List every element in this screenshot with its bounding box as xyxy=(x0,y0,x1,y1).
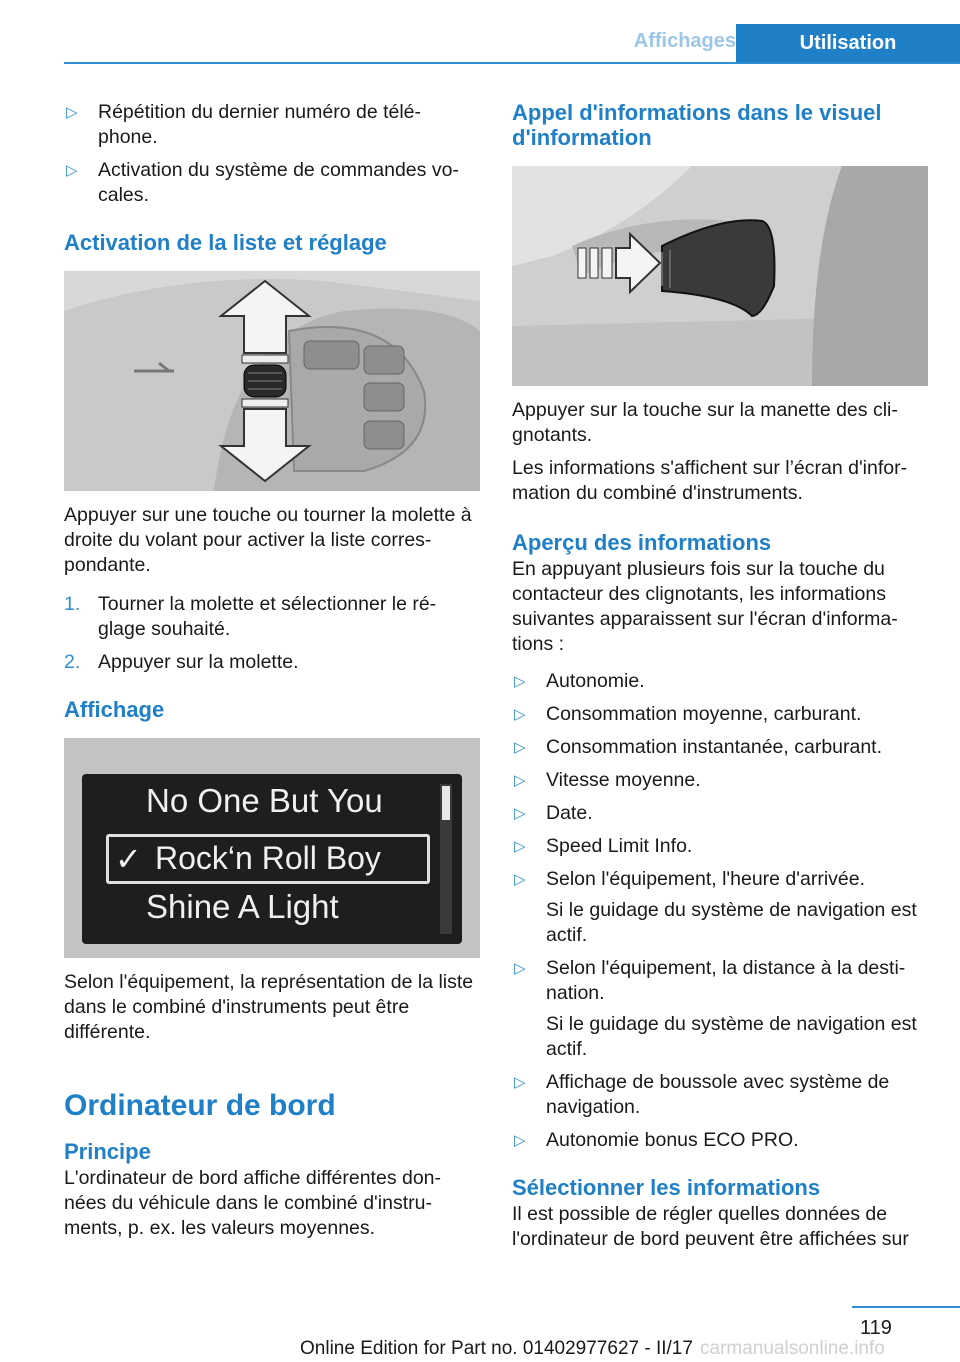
triangle-bullet-icon: ▷ xyxy=(514,706,526,723)
display-list-selected xyxy=(106,834,430,884)
info-list-item: ▷ Selon l'équipement, l'heure d'arrivée. xyxy=(514,868,866,890)
para-selon-equipement: Selon l'équipement, la représentation de la liste dans le combiné d'instruments peut être différente. xyxy=(64,971,474,1043)
triangle-bullet-icon: ▷ xyxy=(514,805,526,822)
numbered-step: 1. Tourner la molette et sélectionner le ré-glage souhaité. xyxy=(64,593,437,640)
numbered-step: 2. Appuyer sur la molette. xyxy=(64,651,299,673)
triangle-bullet-icon: ▷ xyxy=(514,673,526,690)
chapter-tab: Utilisation xyxy=(736,24,960,62)
info-list-item: ▷ Vitesse moyenne. xyxy=(514,769,701,791)
triangle-bullet-icon: ▷ xyxy=(514,1132,526,1149)
display-scrollbar xyxy=(440,784,452,934)
triangle-bullet-icon: ▷ xyxy=(514,772,526,789)
edition-note: Online Edition for Part no. 01402977627 - II/17 xyxy=(300,1338,693,1359)
info-list xyxy=(512,669,928,1153)
heading-affichage: Affichage xyxy=(64,697,165,722)
triangle-bullet-icon: ▷ xyxy=(514,1074,526,1091)
heading-activation-liste: Activation de la liste et réglage xyxy=(64,230,387,255)
info-list-item: ▷ Consommation instantanée, carburant. xyxy=(514,736,883,758)
section-tab: Affichages xyxy=(633,30,736,52)
display-list-item-selected: Rock‘n Roll Boy xyxy=(155,840,381,876)
display-list-item: Shine A Light xyxy=(146,888,339,925)
para-principe: L'ordinateur de bord affiche différentes don-nées du véhicule dans le combiné d'instru-ments, p. ex. les valeurs moyennes. xyxy=(64,1167,442,1239)
steering-wheel-controls-image xyxy=(64,271,480,491)
left-column xyxy=(64,100,480,1249)
heading-principe: Principe xyxy=(64,1139,151,1164)
info-list-item: ▷ Consommation moyenne, carburant. xyxy=(514,703,862,725)
info-list-item: ▷ Autonomie bonus ECO PRO. xyxy=(514,1129,799,1151)
right-column xyxy=(512,100,928,1260)
checkmark-icon: ✓ xyxy=(115,841,142,877)
bullet-item: ▷ Répétition du dernier numéro de télé-phone. xyxy=(66,101,422,148)
footer-rule xyxy=(852,1306,960,1308)
turn-signal-lever-image xyxy=(512,166,928,386)
watermark: carmanualsonline.info xyxy=(700,1338,885,1359)
triangle-bullet-icon: ▷ xyxy=(514,960,526,977)
page-number: 119 xyxy=(860,1317,892,1339)
info-list-subtext: Si le guidage du système de navigation est actif. xyxy=(546,899,917,946)
para-apercu: En appuyant plusieurs fois sur la touche du contacteur des clignotants, les informations suivantes apparaissent sur l'écran d'informa-tions : xyxy=(512,558,898,655)
triangle-bullet-icon: ▷ xyxy=(514,838,526,855)
triangle-bullet-icon: ▷ xyxy=(514,871,526,888)
page-header xyxy=(64,24,960,64)
info-list-subtext: Si le guidage du système de navigation est actif. xyxy=(546,1013,917,1060)
step-number: 2. xyxy=(64,651,81,673)
display-scroll-thumb xyxy=(442,786,450,820)
para-informations-affichent: Les informations s'affichent sur l’écran d'infor-mation du combiné d'instruments. xyxy=(512,457,908,504)
step-number: 1. xyxy=(64,593,81,615)
heading-apercu-informations: Aperçu des informations xyxy=(512,530,772,555)
info-list-item: ▷ Selon l'équipement, la distance à la desti-nation. xyxy=(514,957,906,1004)
para-selectionner: Il est possible de régler quelles données de l'ordinateur de bord peuvent être affichées sur xyxy=(512,1203,909,1250)
triangle-bullet-icon: ▷ xyxy=(514,739,526,756)
bullet-item: ▷ Activation du système de commandes vo-cales. xyxy=(66,159,459,206)
heading-appel-informations: Appel d'informations dans le visuel d'information xyxy=(512,100,882,150)
display-list-image xyxy=(64,738,480,958)
heading-ordinateur-de-bord: Ordinateur de bord xyxy=(64,1089,336,1122)
info-list-item: ▷ Autonomie. xyxy=(514,670,645,692)
display-list-item: No One But You xyxy=(146,782,383,819)
para-appuyer-manette: Appuyer sur la touche sur la manette des cli-gnotants. xyxy=(512,399,898,446)
info-list-item: ▷ Speed Limit Info. xyxy=(514,835,693,857)
para-appuyer-touche-volant: Appuyer sur une touche ou tourner la molette à droite du volant pour activer la liste corres-pondante. xyxy=(64,504,472,576)
triangle-bullet-icon: ▷ xyxy=(66,162,78,179)
triangle-bullet-icon: ▷ xyxy=(66,104,78,121)
heading-selectionner-informations: Sélectionner les informations xyxy=(512,1175,821,1200)
info-list-item: ▷ Affichage de boussole avec système de navigation. xyxy=(514,1071,890,1118)
display-screen xyxy=(82,774,462,944)
info-list-item: ▷ Date. xyxy=(514,802,593,824)
